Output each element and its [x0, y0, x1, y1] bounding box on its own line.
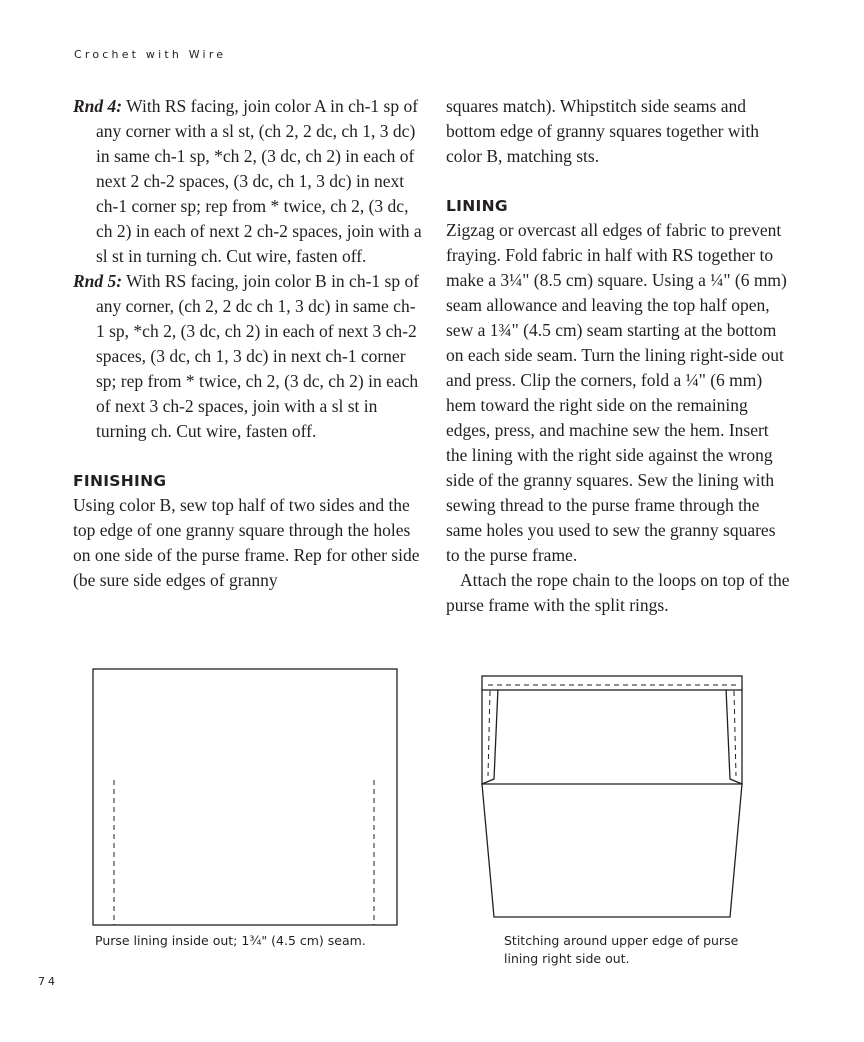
- top-hem-band: [482, 676, 742, 690]
- finishing-continuation: squares match). Whipstitch side seams and bottom edge of granny squares together with color B, matching sts.: [446, 96, 759, 166]
- page-number: 74: [38, 975, 58, 988]
- lining-heading: LINING: [446, 197, 508, 215]
- finishing-paragraph: Using color B, sew top half of two sides and the top edge of one granny square through the holes on one side of the purse frame. Rep for other side (be sure side edges of granny: [73, 495, 420, 590]
- running-head: Crochet with Wire: [74, 48, 227, 61]
- lining-paragraph-2: Attach the rope chain to the loops on top of the purse frame with the split rings.: [446, 570, 790, 615]
- lining-outline: [93, 669, 397, 925]
- lining-right-side-out-diagram: [476, 668, 756, 922]
- rnd-5-text: With RS facing, join color B in ch-1 sp of any corner, (ch 2, 2 dc ch 1, 3 dc) in same ch-1 sp, *ch 2, (3 dc, ch 2) in each of next 3 ch-2 spaces, (3 dc, ch 1, 3 dc) in next ch-1 corner sp; rep from * twice, ch 2, (3 dc, ch 2) in each of next 3 ch-2 spaces, join with a sl st in turning ch. Cut wire, fasten off.: [96, 271, 420, 441]
- rnd-5-label: Rnd 5:: [73, 271, 123, 291]
- rnd-4-text: With RS facing, join color A in ch-1 sp of any corner with a sl st, (ch 2, 2 dc, ch 1, 3 dc) in same ch-1 sp, *ch 2, (3 dc, ch 2) in each of next 2 ch-2 spaces, (3 dc, ch 1, 3 dc) in next ch-1 corner sp; rep from * twice, ch 2, (3 dc, ch 2) in each of next 2 ch-2 spaces, join with a sl st in turning ch. Cut wire, fasten off.: [96, 96, 422, 266]
- lining-paragraph: Zigzag or overcast all edges of fabric to prevent fraying. Fold fabric in half with RS together to make a 3¼" (8.5 cm) square. Using a ¼" (6 mm) seam allowance and leaving the top half open, sew a 1¾" (4.5 cm) seam starting at the bottom on each side seam. Turn the lining right-side out and press. Clip the corners, fold a ¼" (6 mm) hem toward the right side on the remaining edges, press, and machine sew the hem. Insert the lining with the right side against the wrong side of the granny squares. Sew the lining with sewing thread to the purse frame through the same holes you used to sew the granny squares to the purse frame.: [446, 220, 787, 565]
- finishing-heading: FINISHING: [73, 472, 167, 490]
- lining-body-outline: [482, 784, 742, 917]
- rnd-4-instruction: [73, 94, 423, 269]
- figure-1-caption: Purse lining inside out; 1¾" (4.5 cm) seam.: [95, 933, 366, 948]
- right-column: [446, 94, 792, 618]
- lining-inside-out-diagram: [92, 668, 398, 928]
- left-column: [73, 94, 423, 593]
- rnd-4-label: Rnd 4:: [73, 96, 123, 116]
- rnd-5-instruction: [73, 269, 423, 444]
- figure-2-caption: Stitching around upper edge of purse lining right side out.: [504, 933, 739, 966]
